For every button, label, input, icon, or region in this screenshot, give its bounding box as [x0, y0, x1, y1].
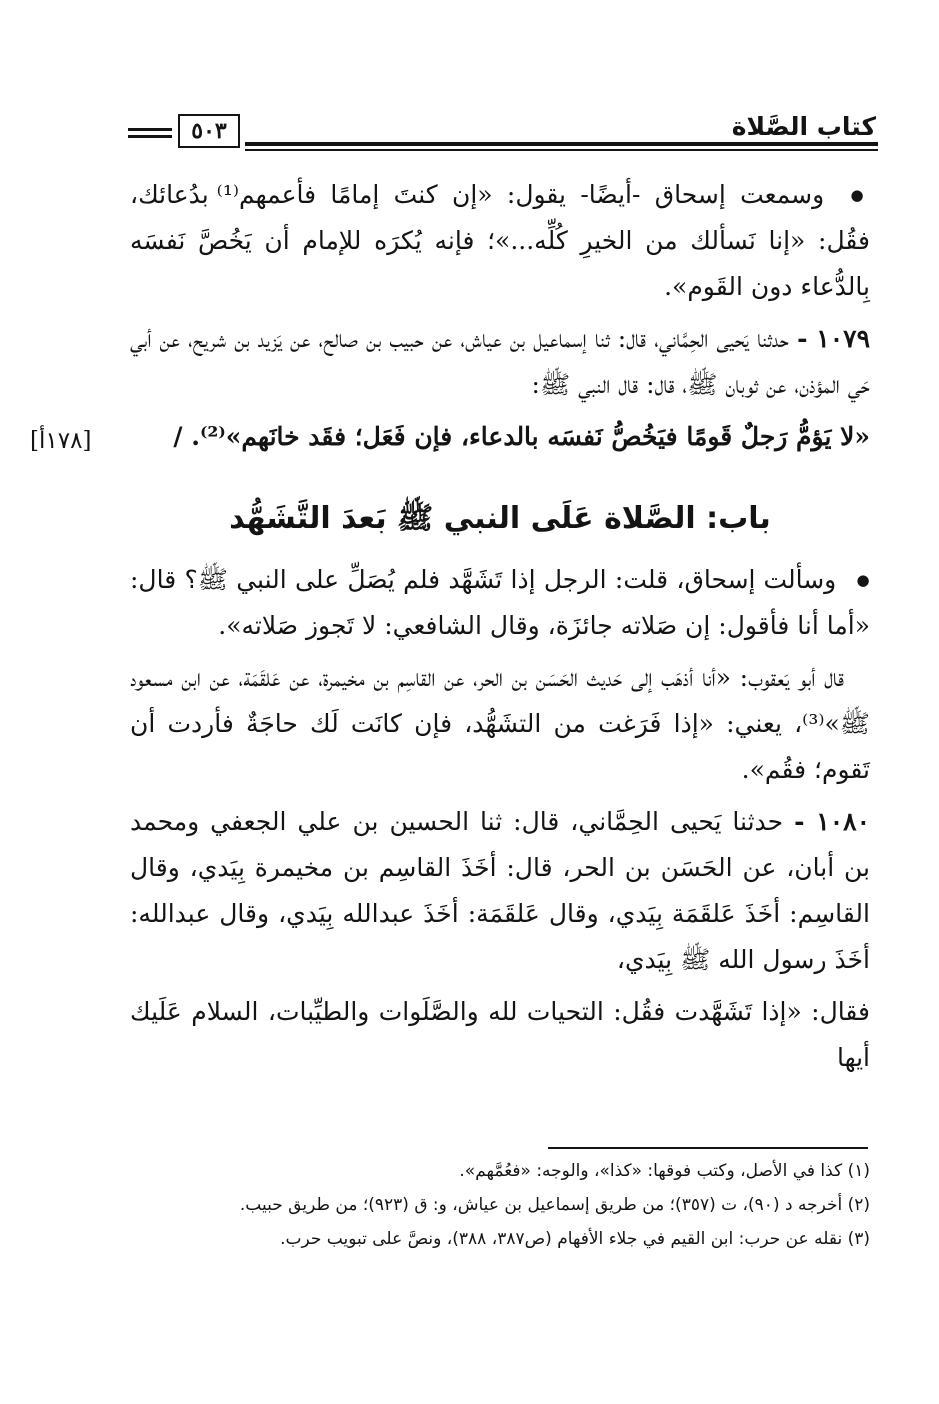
- header-ornament-bars: [128, 128, 172, 142]
- main-text: [130, 172, 870, 1081]
- paragraph-ishaq-salat: [130, 557, 870, 649]
- running-title: كتاب الصَّلاة: [731, 112, 876, 141]
- footnotes: [130, 1160, 870, 1262]
- paragraph-text: «لا يَؤمُّ رَجلٌ قَومًا فيَخُصُّ نَفسَه بالدعاء، فإن فَعَل؛ فقَد خانَهم»⁽²⁾. /: [173, 422, 870, 451]
- paragraph-ishaq-dua: [130, 172, 870, 310]
- paragraph-text: قال أبو يَعقوب: «أنا أذهَب إلى حَديث الحَسَن بن الحر، عن القاسِم بن مخيمرة، عن عَلقَمَة، عن ابن مسعود ﷺ»⁽³⁾، يعني: «إذا فَرَغت من التشَهُّد، فإن كانَت لَك حاجَةٌ فأردت أن تَقوم؛ فقُم».: [130, 663, 870, 784]
- paragraph-abu-yaqub: [130, 655, 870, 793]
- hadith-1079: [130, 316, 870, 408]
- paragraph-text: وسمعت إسحاق -أيضًا- يقول: «إن كنتَ إمامًا فأعمهم⁽¹⁾ بدُعائك، فقُل: «إنا نَسألك من الخيرِ كُلِّه...»؛ فإنه يُكرَه للإمام أن يَخُصَّ نَفسَه بِالدُّعاء دون القَوم».: [130, 180, 870, 301]
- footnote-1: (١) كذا في الأصل، وكتب فوقها: «كذا»، والوجه: «فعُمَّهم».: [459, 1161, 870, 1181]
- header-rule-thin: [245, 149, 878, 151]
- page-number: ٥٠٣: [178, 114, 240, 148]
- paragraph-text: فقال: «إذا تَشَهَّدت فقُل: التحيات لله والصَّلَوات والطيِّبات، السلام عَلَيك أيها: [130, 997, 870, 1072]
- footnote-2: (٢) أخرجه د (٩٠)، ت (٣٥٧)؛ من طريق إسماعيل بن عياش، و: ق (٩٢٣)؛ من طريق حبيب.: [239, 1195, 870, 1215]
- manuscript-folio-note: [١٧٨أ]: [30, 428, 92, 454]
- hadith-1080: [130, 799, 870, 983]
- hadith-1080-matn: [130, 989, 870, 1081]
- paragraph-text: وسألت إسحاق، قلت: الرجل إذا تَشَهَّد فلم يُصَلِّ على النبي ﷺ؟ قال: «أما أنا فأقول: إن صَلاته جائزَة، وقال الشافعي: لا تَجوز صَلاته».: [130, 565, 870, 640]
- hadith-number: ١٠٨٠ -: [794, 807, 870, 836]
- header-rule-thick: [245, 142, 878, 146]
- hadith-1079-matn: [130, 414, 870, 460]
- hadith-number: ١٠٧٩ -: [797, 324, 870, 353]
- paragraph-text: حدثنا يَحيى الحِمَّاني، قال: ثنا الحسين بن علي الجعفي ومحمد بن أبان، عن الحَسَن بن الحر، قال: أخَذَ القاسِم بن مخيمرة بِيَدي، وقال القاسِم: أخَذَ عَلقَمَة بِيَدي، وقال عَلقَمَة: أخَذَ عبدالله بِيَدي، وقال عبدالله: أخَذَ رسول الله ﷺ بِيَدي،: [130, 807, 870, 974]
- footnote-rule: [548, 1147, 868, 1149]
- section-heading: باب: الصَّلاة عَلَى النبي ﷺ بَعدَ التَّشَهُّد: [229, 501, 771, 536]
- page-header: [128, 108, 878, 158]
- paragraph-text: حدثنا يَحيى الحِمَّاني، قال: ثنا إسماعيل بن عياش، عن حبيب بن صالح، عن يَزيد بن شريح، عن أبي حَي المؤذن، عن ثوبان ﷺ، قال: قال النبي ﷺ:: [130, 324, 870, 399]
- footnote-3: (٣) نقله عن حرب: ابن القيم في جلاء الأفهام (ص٣٨٧، ٣٨٨)، ونصَّ على تبويب حرب.: [280, 1229, 870, 1249]
